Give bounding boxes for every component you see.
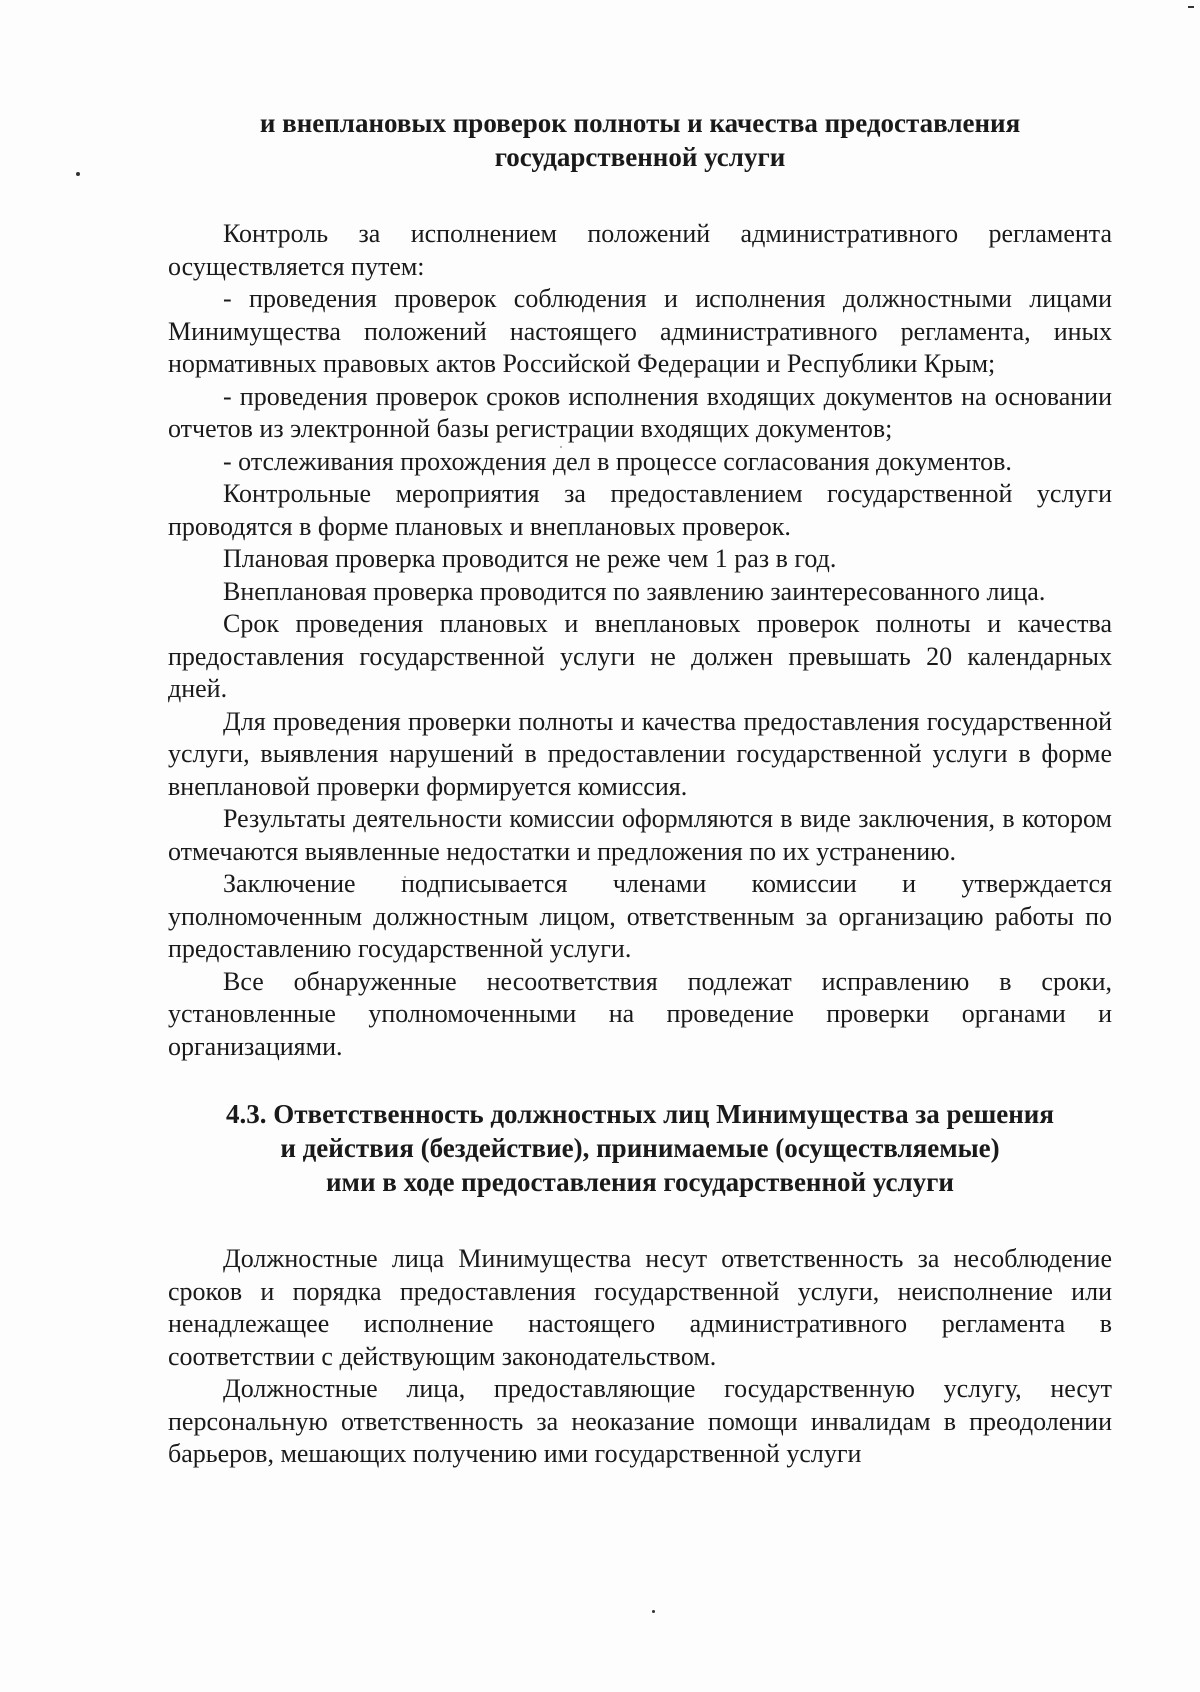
paragraph: - проведения проверок сроков исполнения входящих документов на основании отчетов из электронной базы регистрации входящих документов;	[168, 381, 1112, 443]
paragraph: Заключение подписывается членами комиссии и утверждается уполномоченным должностным лицом, ответственным за организацию работы по предоставлению государственной услуги.	[168, 869, 1112, 963]
heading-line: ими в ходе предоставления государственной услуги	[326, 1167, 954, 1197]
paragraph: - проведения проверок соблюдения и исполнения должностными лицами Минимущества положений настоящего административного регламента, иных нормативных правовых актов Российской Федерации и Республики Крым;	[168, 284, 1112, 378]
heading-line: 4.3. Ответственность должностных лиц Минимущества за решения	[226, 1099, 1054, 1129]
paragraph: Контрольные мероприятия за предоставлением государственной услуги проводятся в форме плановых и внеплановых проверок.	[168, 479, 1112, 541]
paragraph: Должностные лица Минимущества несут ответственность за несоблюдение сроков и порядка предоставления государственной услуги, неисполнение или ненадлежащее исполнение настоящего административного регламента в соответствии с действующим законодательством.	[168, 1244, 1112, 1371]
paragraph: Результаты деятельности комиссии оформляются в виде заключения, в котором отмечаются выявленные недостатки и предложения по их устранению.	[168, 804, 1112, 866]
document-body	[168, 106, 1112, 1471]
scan-speck	[1188, 6, 1194, 8]
heading-line: и внеплановых проверок полноты и качества предоставления	[259, 108, 1021, 138]
paragraph: Для проведения проверки полноты и качества предоставления государственной услуги, выявления нарушений в предоставлении государственной услуги в форме внеплановой проверки формируется комиссия.	[168, 706, 1112, 801]
paragraph: Должностные лица, предоставляющие государственную услугу, несут персональную ответственность за неоказание помощи инвалидам в преодолении барьеров, мешающих получению ими государственной услуги	[168, 1374, 1112, 1468]
section-heading-4-3	[168, 1097, 1112, 1199]
paragraph: - отслеживания прохождения дел в процессе согласования документов.	[223, 446, 1012, 476]
paragraph: Контроль за исполнением положений административного регламента осуществляется путем:	[168, 219, 1112, 281]
scan-speck	[76, 172, 80, 176]
paragraph: Все обнаруженные несоответствия подлежат исправлению в сроки, установленные уполномоченными на проведение проверки органами и организациями.	[168, 966, 1112, 1061]
heading-line: государственной услуги	[494, 142, 786, 172]
scan-speck	[652, 1610, 655, 1613]
paragraph: Срок проведения плановых и внеплановых проверок полноты и качества предоставления государственной услуги не должен превышать 20 календарных дней.	[168, 609, 1112, 703]
paragraph: Плановая проверка проводится не реже чем 1 раз в год.	[223, 544, 837, 573]
heading-line: и действия (бездействие), принимаемые (осуществляемые)	[280, 1133, 1000, 1163]
section-heading-continuation	[168, 106, 1112, 174]
paragraph: Внеплановая проверка проводится по заявлению заинтересованного лица.	[223, 576, 1046, 606]
